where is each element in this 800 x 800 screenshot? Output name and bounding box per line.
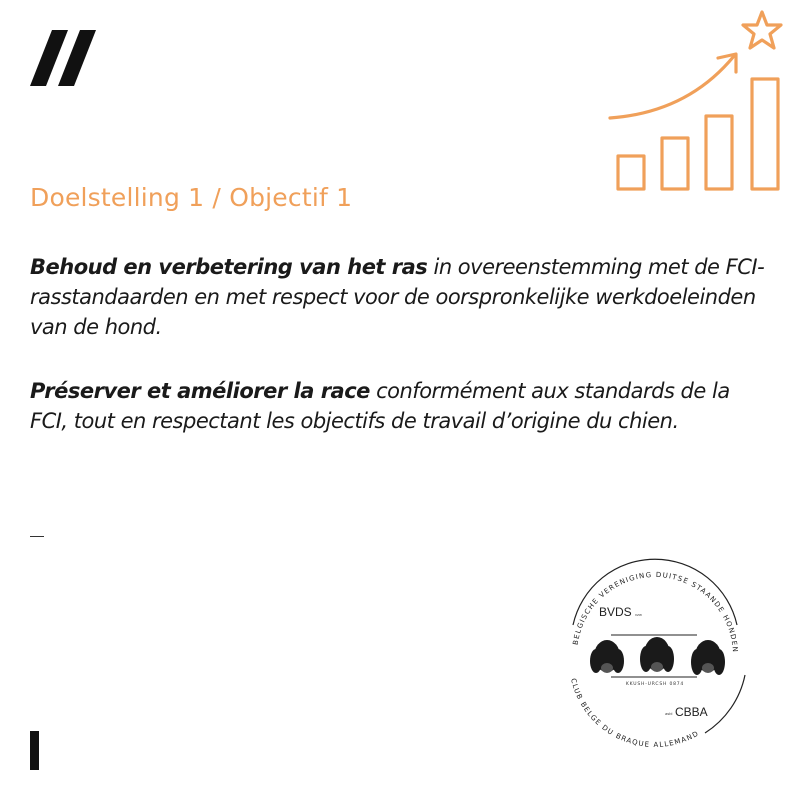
paragraph-dutch-bold: Behoud en verbetering van het ras (30, 255, 428, 279)
paragraph-dutch-text: in overeenstemming met de FCI-rasstandaarden en met respect voor de oorspronkelijke werkdoeleinden van de hond. (30, 255, 765, 339)
double-quote-icon (30, 30, 100, 90)
paragraph-french-text: conformément aux standards de la FCI, tout en respectant les objectifs de travail d’origine du chien. (30, 379, 730, 433)
heading: Doelstelling 1 / Objectif 1 (30, 183, 353, 212)
logo-ring-top-text: BELGISCHE VERENIGING DUITSE STAANDE HONDEN (571, 570, 740, 654)
growth-chart-star-icon (606, 8, 786, 198)
logo-abbr-nl-suffix: vzw (635, 612, 642, 617)
paragraph-french (30, 376, 770, 436)
club-logo (555, 555, 755, 755)
paragraph-dutch (30, 252, 770, 342)
accent-bar (30, 731, 39, 770)
logo-small-band: KKUSH-URCSH 0874 (625, 682, 685, 687)
dog-heads-icon (590, 637, 725, 675)
separator-dash (30, 536, 44, 537)
paragraph-french-bold: Préserver et améliorer la race (30, 379, 370, 403)
logo-abbr-fr-prefix: asbl (665, 711, 673, 716)
logo-ring-bottom-text: CLUB BELGE DU BRAQUE ALLEMAND (568, 677, 701, 750)
logo-abbr-nl: BVDS (599, 605, 632, 619)
logo-abbr-fr: CBBA (675, 705, 708, 719)
